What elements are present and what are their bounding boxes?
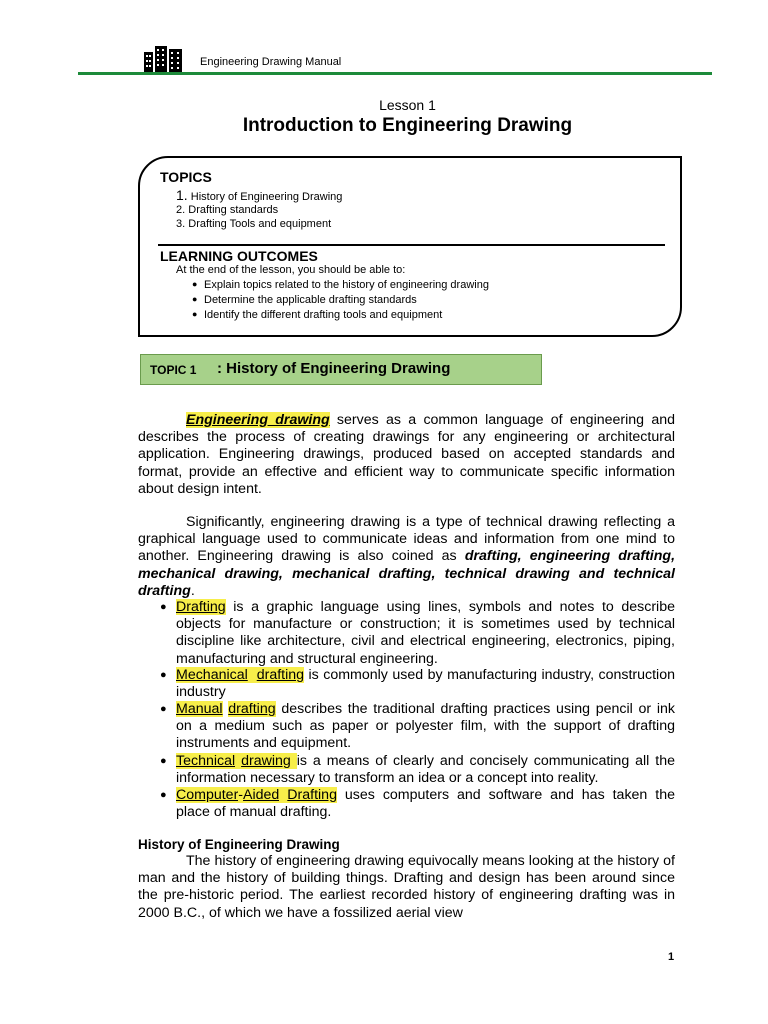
topic-item: 2. Drafting standards [176, 204, 279, 216]
highlighted-term: Computer [176, 787, 239, 803]
topic-item: 1. History of Engineering Drawing [176, 187, 343, 203]
page-number: 1 [668, 951, 675, 963]
highlighted-term: Manual [176, 701, 223, 717]
topic-item: 3. Drafting Tools and equipment [176, 218, 332, 230]
bullet-icon: ● [192, 294, 198, 304]
definition-bullet: ● Computer-Aided Drafting uses computers and software and has taken the place of manual drafting. [160, 787, 675, 821]
highlighted-term: drafting [228, 701, 276, 717]
bullet-icon: ● [160, 789, 167, 801]
outcome-item: ● Explain topics related to the history of engineering drawing [192, 279, 489, 291]
paragraph-history: The history of engineering drawing equivocally means looking at the history of man and the history of building things. Drafting and design has been around since the pre-historic period. The earliest recorded history of engineering drafting was in 2000 B.C., of which we have a fossilized aerial view [138, 853, 675, 921]
outcome-item: ● Determine the applicable drafting standards [192, 294, 417, 306]
definition-bullet: ● Manual drafting describes the traditional drafting practices using pencil or ink on a medium such as paper or polyester film, with the support of drafting instruments and equipment. [160, 701, 675, 752]
definition-bullet: ● Mechanical drafting is commonly used by manufacturing industry, construction industry [160, 667, 675, 701]
topics-heading: TOPICS [160, 169, 212, 185]
page-title: Introduction to Engineering Drawing [242, 115, 573, 136]
outcomes-intro: At the end of the lesson, you should be able to: [176, 264, 406, 276]
bullet-icon: ● [160, 669, 167, 681]
outcomes-divider [158, 244, 665, 246]
topic-banner-title: : History of Engineering Drawing [217, 360, 451, 377]
bullet-icon: ● [192, 309, 198, 319]
definition-bullet: ● Technical drawing is a means of clearly and concisely communicating all the information necessary to transform an idea or a concept into reality. [160, 753, 675, 787]
paragraph-significance: Significantly, engineering drawing is a type of technical drawing reflecting a graphical language used to communicate ideas and information from one mind to another. Engineering drawing is also coined as drafting, engineering drafting, mechanical drawing, mechanical drafting, technical drawing and technical drafting. [138, 514, 676, 599]
highlighted-term: Engineering drawing [186, 412, 330, 428]
highlighted-term: drawing [241, 753, 291, 769]
lesson-label: Lesson 1 [379, 97, 436, 113]
bullet-icon: ● [160, 601, 167, 613]
section-heading: History of Engineering Drawing [138, 837, 340, 852]
definition-bullet: ● Drafting is a graphic language using lines, symbols and notes to describe objects for manufacture or construction; it is sometimes used by technical discipline like architecture, civil and electrical engineering, electronics, piping, manufacturing and structural engineering. [160, 599, 675, 667]
bullet-icon: ● [160, 703, 167, 715]
highlighted-term: Drafting [287, 787, 337, 803]
highlighted-term: Technical [176, 753, 236, 769]
header-rule [78, 72, 712, 75]
highlighted-term: Aided [243, 787, 280, 803]
outcome-item: ● Identify the different drafting tools and equipment [192, 309, 443, 321]
highlighted-term: drafting [256, 667, 305, 683]
highlighted-term: Mechanical [176, 667, 248, 683]
outcomes-heading: LEARNING OUTCOMES [160, 248, 318, 264]
topic-banner [140, 354, 542, 385]
topic-banner-prefix: TOPIC 1 [150, 363, 197, 377]
bullet-icon: ● [160, 755, 167, 767]
bullet-icon: ● [192, 279, 198, 289]
highlighted-term: Drafting [176, 599, 226, 615]
paragraph-intro: Engineering drawing serves as a common language of engineering and describes the process of creating drawings for any engineering or architectural application. Engineering drawings, produced based on accepted standards and format, provide an effective and efficient way to communicate specific information about design intent. [138, 412, 676, 497]
manual-title: Engineering Drawing Manual [200, 56, 342, 68]
buildings-logo-icon [143, 44, 183, 73]
